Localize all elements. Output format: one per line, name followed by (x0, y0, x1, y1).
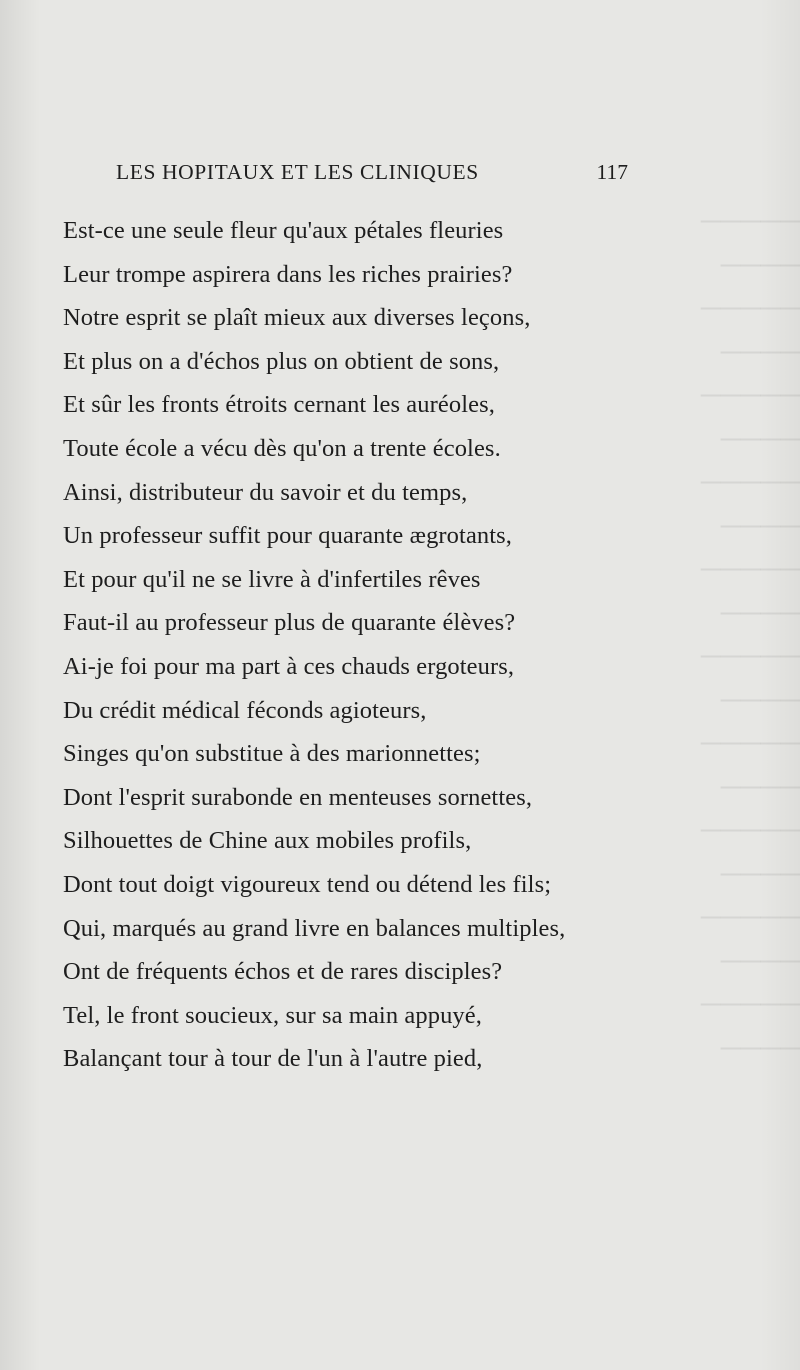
verse-line: Dont l'esprit surabonde en menteuses sornettes, (63, 783, 533, 811)
verse-line: Faut-il au professeur plus de quarante élèves? (63, 609, 516, 637)
verse-line: Toute école a vécu dès qu'on a trente écoles. (63, 434, 501, 462)
bleed-through-texture: ───── ──── ───── ──── ───── ──── ───── ──── ───── ──── ───── ──── ───── ──── ───── ──── ───── ──── ───── ──── (700, 206, 800, 1064)
verse-line: Singes qu'on substitue à des marionnettes; (63, 740, 481, 768)
verse-line: Ainsi, distributeur du savoir et du temps, (63, 478, 468, 506)
verse-line: Notre esprit se plaît mieux aux diverses leçons, (63, 304, 531, 332)
verse-line: Est-ce une seule fleur qu'aux pétales fleuries (63, 217, 504, 244)
page-number: 117 (596, 160, 628, 184)
verse-line: Du crédit médical féconds agioteurs, (63, 696, 427, 724)
running-header (116, 160, 628, 188)
verse-line: Silhouettes de Chine aux mobiles profils, (63, 827, 472, 855)
verse-line: Leur trompe aspirera dans les riches prairies? (63, 260, 513, 288)
verse-line: Et plus on a d'échos plus on obtient de sons, (63, 347, 500, 375)
verse-line: Et pour qu'il ne se livre à d'infertiles rêves (63, 565, 481, 593)
running-title: LES HOPITAUX ET LES CLINIQUES (116, 160, 479, 184)
verse-line: Ai-je foi pour ma part à ces chauds ergoteurs, (63, 652, 515, 680)
verse-line: Ont de fréquents échos et de rares disciples? (63, 958, 503, 986)
verse-line: Et sûr les fronts étroits cernant les auréoles, (63, 391, 495, 419)
verse-line: Dont tout doigt vigoureux tend ou détend les fils; (63, 870, 552, 898)
verse-block (63, 209, 623, 1081)
verse-line: Qui, marqués au grand livre en balances multiples, (63, 914, 566, 942)
verse-line: Tel, le front soucieux, sur sa main appuyé, (63, 1001, 482, 1029)
verse-line: Balançant tour à tour de l'un à l'autre pied, (63, 1045, 483, 1073)
verse-line: Un professeur suffit pour quarante ægrotants, (63, 522, 513, 550)
